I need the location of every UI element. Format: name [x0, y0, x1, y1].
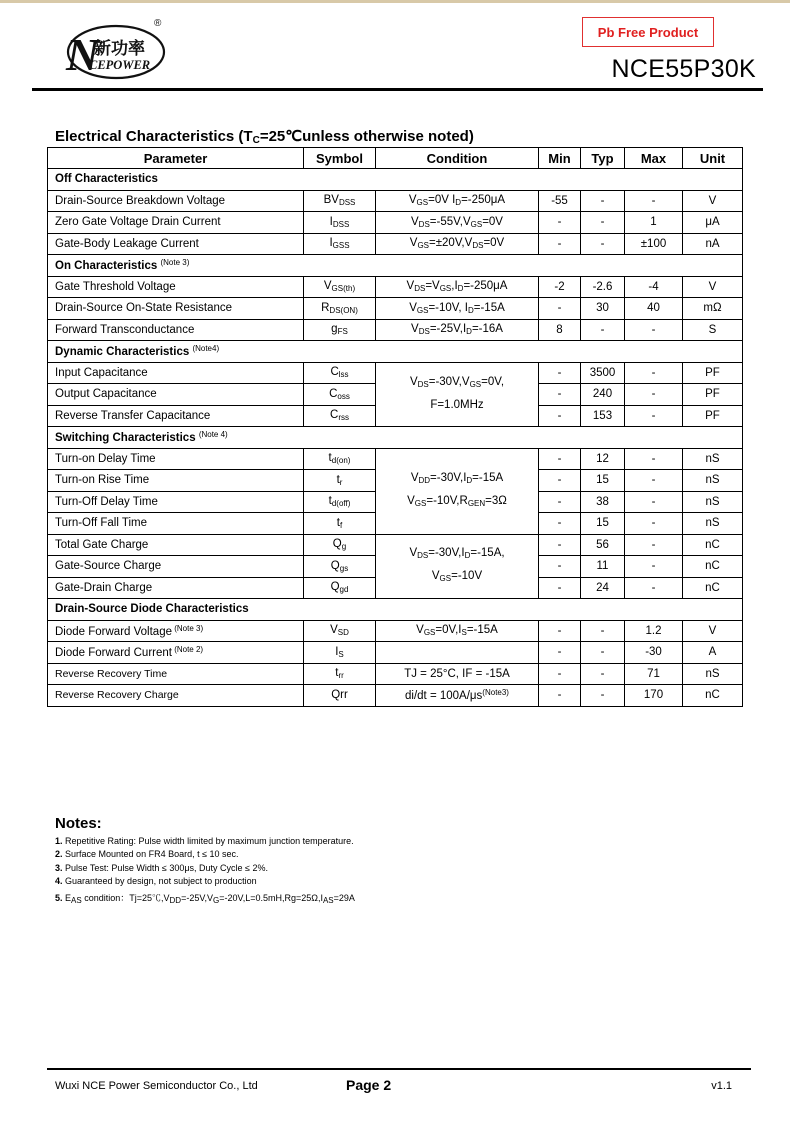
pb-free-badge: Pb Free Product	[582, 17, 714, 47]
cell-parameter: Output Capacitance	[48, 384, 304, 406]
notes-heading: Notes:	[55, 815, 102, 832]
table-row	[48, 298, 743, 320]
logo-english-text: CEPOWER	[89, 58, 151, 72]
cell-max: 71	[625, 663, 683, 685]
cell-max: -	[625, 577, 683, 599]
cell-typ: 56	[581, 534, 625, 556]
cell-unit: nS	[683, 513, 743, 535]
cell-min: -	[539, 663, 581, 685]
section-row	[48, 169, 743, 191]
section-off: Off Characteristics	[48, 169, 743, 191]
cell-min: -	[539, 685, 581, 707]
cell-typ: 15	[581, 470, 625, 492]
cell-symbol: $I_{GSS}$	[304, 233, 376, 255]
table-row	[48, 212, 743, 234]
cell-typ: 24	[581, 577, 625, 599]
cell-unit: nS	[683, 448, 743, 470]
cell-max: 170	[625, 685, 683, 707]
cell-min: 8	[539, 319, 581, 341]
part-number: NCE55P30K	[611, 55, 756, 83]
cell-parameter: Turn-Off Delay Time	[48, 491, 304, 513]
cell-max: 1.2	[625, 620, 683, 642]
cell-parameter: Gate Threshold Voltage	[48, 276, 304, 298]
top-decorative-line	[0, 0, 790, 3]
cell-unit: V	[683, 276, 743, 298]
note-item: 5. $E_{AS}$ condition：$Tj=25℃,V_{DD}=-25V,V_G=-20V,L=0.5mH,Rg=25\Omega,I_{AS}=29A$	[55, 893, 355, 906]
col-header-symbol: Symbol	[304, 148, 376, 169]
col-header-parameter: Parameter	[48, 148, 304, 169]
cell-typ: 11	[581, 556, 625, 578]
ncepower-logo	[62, 18, 166, 82]
cell-parameter: Drain-Source Breakdown Voltage	[48, 190, 304, 212]
electrical-characteristics-table	[47, 147, 743, 707]
cell-parameter: Diode Forward Voltage $^{(Note 3)}$	[48, 620, 304, 642]
cell-parameter: Reverse Recovery Time	[48, 663, 304, 685]
cell-max: -	[625, 556, 683, 578]
cell-min: -	[539, 212, 581, 234]
cell-min: -	[539, 642, 581, 664]
cell-parameter: Turn-on Delay Time	[48, 448, 304, 470]
table-header-row	[48, 148, 743, 169]
cell-parameter: Turn-Off Fall Time	[48, 513, 304, 535]
cell-typ: 38	[581, 491, 625, 513]
section-row	[48, 341, 743, 363]
cell-symbol: $C_{rss}$	[304, 405, 376, 427]
table-row	[48, 663, 743, 685]
table-row	[48, 534, 743, 556]
cell-parameter: Forward Transconductance	[48, 319, 304, 341]
cell-min: -	[539, 470, 581, 492]
note-item: 4. Guaranteed by design, not subject to production	[55, 875, 257, 886]
cell-min: -2	[539, 276, 581, 298]
table-row	[48, 276, 743, 298]
cell-unit: nS	[683, 470, 743, 492]
cell-symbol: $I_S$	[304, 642, 376, 664]
cell-min: -	[539, 577, 581, 599]
cell-typ: -	[581, 685, 625, 707]
table-row	[48, 233, 743, 255]
table-row	[48, 362, 743, 384]
cell-symbol: $C_{oss}$	[304, 384, 376, 406]
cell-min: -	[539, 620, 581, 642]
cell-typ: -	[581, 233, 625, 255]
note-item: 3. Pulse Test: Pulse Width ≤ 300μs, Duty Cycle ≤ 2%.	[55, 862, 268, 873]
footer-company: Wuxi NCE Power Semiconductor Co., Ltd	[55, 1080, 258, 1092]
cell-max: ±100	[625, 233, 683, 255]
cell-symbol: $I_{DSS}$	[304, 212, 376, 234]
cell-parameter: Turn-on Rise Time	[48, 470, 304, 492]
footer-divider	[47, 1068, 751, 1070]
cell-symbol: $BV_{DSS}$	[304, 190, 376, 212]
header-divider	[32, 88, 763, 91]
table-row	[48, 620, 743, 642]
cell-max: 1	[625, 212, 683, 234]
cell-condition: $V_{GS}=0V,I_S=-15A$	[376, 620, 539, 642]
cell-unit: nS	[683, 491, 743, 513]
table-row	[48, 642, 743, 664]
section-switching: Switching Characteristics $^{(Note 4)}$	[48, 427, 743, 449]
cell-symbol: $t_{d(on)}$	[304, 448, 376, 470]
cell-min: -	[539, 233, 581, 255]
cell-min: -	[539, 298, 581, 320]
cell-typ: -	[581, 620, 625, 642]
cell-parameter: Input Capacitance	[48, 362, 304, 384]
cell-symbol: $Q_{gd}$	[304, 577, 376, 599]
cell-symbol: $t_f$	[304, 513, 376, 535]
col-header-unit: Unit	[683, 148, 743, 169]
cell-min: -	[539, 384, 581, 406]
cell-unit: μA	[683, 212, 743, 234]
cell-min: -	[539, 556, 581, 578]
table-title: Electrical Characteristics ($T_C=25℃unless$ otherwise noted)	[55, 128, 474, 146]
cell-symbol: $t_r$	[304, 470, 376, 492]
cell-unit: mΩ	[683, 298, 743, 320]
col-header-condition: Condition	[376, 148, 539, 169]
cell-unit: nS	[683, 663, 743, 685]
cell-condition: TJ = 25°C, IF = -15A	[376, 663, 539, 685]
cell-unit: V	[683, 620, 743, 642]
table-row	[48, 190, 743, 212]
cell-symbol: $Q_{gs}$	[304, 556, 376, 578]
cell-typ: 15	[581, 513, 625, 535]
cell-max: -	[625, 534, 683, 556]
cell-max: -	[625, 491, 683, 513]
cell-unit: S	[683, 319, 743, 341]
cell-min: -	[539, 534, 581, 556]
logo-chinese-text: 新功率	[94, 39, 145, 59]
cell-parameter: Reverse Recovery Charge	[48, 685, 304, 707]
cell-unit: nA	[683, 233, 743, 255]
section-dynamic: Dynamic Characteristics $^{(Note4)}$	[48, 341, 743, 363]
cell-unit: nC	[683, 577, 743, 599]
cell-min: -	[539, 448, 581, 470]
cell-symbol: $V_{GS(th)}$	[304, 276, 376, 298]
cell-typ: 3500	[581, 362, 625, 384]
cell-max: -4	[625, 276, 683, 298]
cell-min: -	[539, 362, 581, 384]
section-row	[48, 599, 743, 621]
cell-unit: nC	[683, 556, 743, 578]
cell-typ: -	[581, 642, 625, 664]
cell-typ: -2.6	[581, 276, 625, 298]
cell-parameter: Diode Forward Current $^{(Note 2)}$	[48, 642, 304, 664]
cell-typ: 153	[581, 405, 625, 427]
cell-max: -	[625, 362, 683, 384]
cell-max: -	[625, 190, 683, 212]
cell-symbol: $Q_g$	[304, 534, 376, 556]
cell-parameter: Gate-Source Charge	[48, 556, 304, 578]
cell-parameter: Reverse Transfer Capacitance	[48, 405, 304, 427]
cell-max: 40	[625, 298, 683, 320]
cell-typ: 240	[581, 384, 625, 406]
note-item: 1. Repetitive Rating: Pulse width limited by maximum junction temperature.	[55, 836, 354, 846]
cell-max: -	[625, 319, 683, 341]
footer-version: v1.1	[711, 1080, 732, 1092]
col-header-min: Min	[539, 148, 581, 169]
cell-condition	[376, 642, 539, 664]
cell-condition: $V_{DS}=V_{GS},I_D=-250\mu A$	[376, 276, 539, 298]
cell-symbol: $R_{DS(ON)}$	[304, 298, 376, 320]
cell-typ: -	[581, 319, 625, 341]
cell-parameter: Total Gate Charge	[48, 534, 304, 556]
cell-parameter: Gate-Body Leakage Current	[48, 233, 304, 255]
cell-min: -	[539, 513, 581, 535]
cell-max: -	[625, 384, 683, 406]
cell-unit: PF	[683, 362, 743, 384]
cell-min: -	[539, 405, 581, 427]
cell-max: -	[625, 405, 683, 427]
footer-page-number: Page 2	[346, 1077, 392, 1093]
cell-unit: PF	[683, 384, 743, 406]
cell-min: -	[539, 491, 581, 513]
note-item: 2. Surface Mounted on FR4 Board, t ≤ 10 sec.	[55, 849, 239, 860]
cell-typ: -	[581, 190, 625, 212]
cell-condition: $V_{GS}=0V$ $I_D=-250\mu A$	[376, 190, 539, 212]
cell-unit: A	[683, 642, 743, 664]
cell-condition: $V_{DS}=-25V,I_D=-16A$	[376, 319, 539, 341]
cell-max: -	[625, 513, 683, 535]
section-row	[48, 427, 743, 449]
cell-symbol: $t_{d(off)}$	[304, 491, 376, 513]
cell-max: -30	[625, 642, 683, 664]
table-row	[48, 685, 743, 707]
section-on: On Characteristics $^{(Note 3)}$	[48, 255, 743, 277]
table-row	[48, 319, 743, 341]
cell-parameter: Gate-Drain Charge	[48, 577, 304, 599]
cell-typ: 12	[581, 448, 625, 470]
cell-condition: $V_{GS}=\pm 20V,V_{DS}=0V$	[376, 233, 539, 255]
col-header-max: Max	[625, 148, 683, 169]
cell-parameter: Drain-Source On-State Resistance	[48, 298, 304, 320]
cell-symbol: $C_{lss}$	[304, 362, 376, 384]
cell-typ: 30	[581, 298, 625, 320]
cell-max: -	[625, 470, 683, 492]
cell-min: -55	[539, 190, 581, 212]
cell-unit: V	[683, 190, 743, 212]
section-row	[48, 255, 743, 277]
table-row	[48, 448, 743, 470]
cell-symbol: $V_{SD}$	[304, 620, 376, 642]
section-diode: Drain-Source Diode Characteristics	[48, 599, 743, 621]
cell-symbol: $t_{rr}$	[304, 663, 376, 685]
cell-typ: -	[581, 212, 625, 234]
registered-mark: ®	[154, 18, 162, 29]
cell-condition-merged: $V_{DS}=-30V,V_{GS}=0V$, F=1.0MHz	[376, 362, 539, 427]
cell-typ: -	[581, 663, 625, 685]
cell-condition: $V_{DS}=-55V,V_{GS}=0V$	[376, 212, 539, 234]
cell-symbol: $g_{FS}$	[304, 319, 376, 341]
cell-unit: PF	[683, 405, 743, 427]
cell-condition-merged: $V_{DD}=-30V,I_D=-15A$ $V_{GS}=-10V,R_{GEN}=3\Omega$	[376, 448, 539, 534]
cell-symbol: Qrr	[304, 685, 376, 707]
cell-parameter: Zero Gate Voltage Drain Current	[48, 212, 304, 234]
cell-condition-merged: $V_{DS}=-30V,I_D=-15A$, $V_{GS}=-10V$	[376, 534, 539, 599]
cell-unit: nC	[683, 534, 743, 556]
col-header-typ: Typ	[581, 148, 625, 169]
logo-letter: N	[66, 29, 100, 80]
cell-condition: $V_{GS}=-10V$, $I_D=-15A$	[376, 298, 539, 320]
cell-max: -	[625, 448, 683, 470]
cell-unit: nC	[683, 685, 743, 707]
cell-condition: $di/dt = 100A/\mu s^{(Note3)}$	[376, 685, 539, 707]
